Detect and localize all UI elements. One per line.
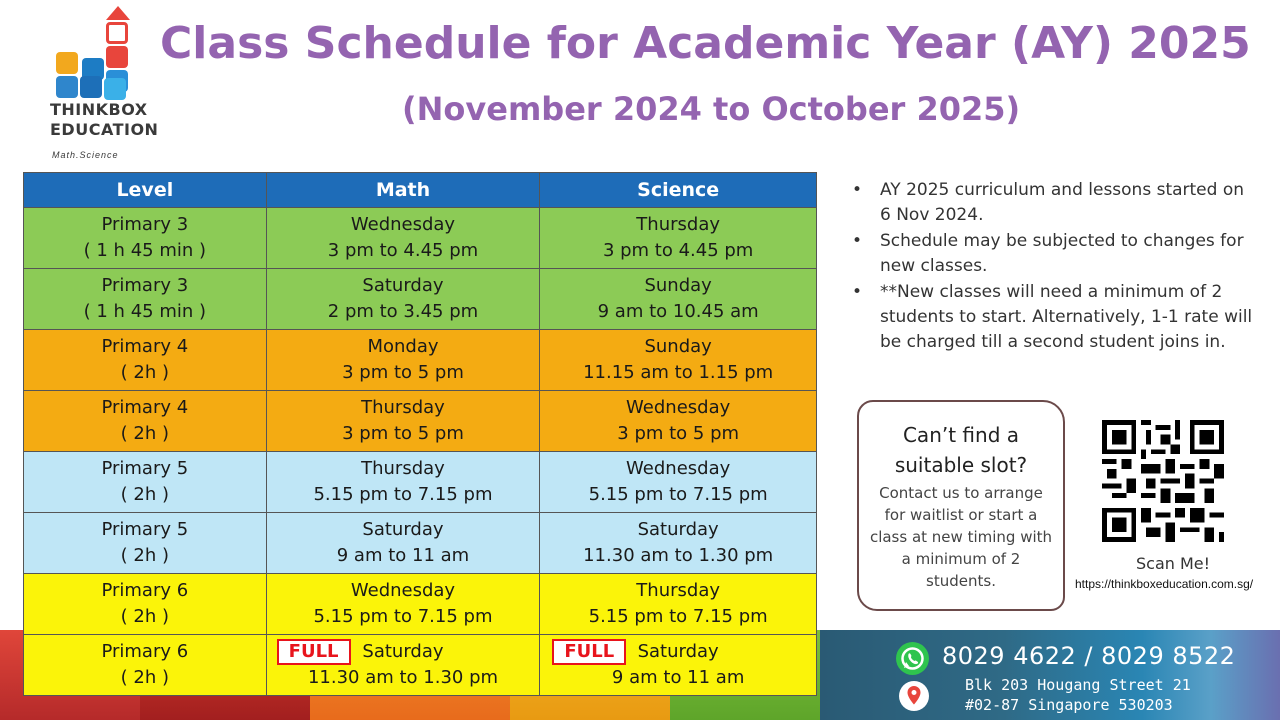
page-title: Class Schedule for Academic Year (AY) 2025 xyxy=(160,18,1251,69)
location-pin-icon xyxy=(899,681,929,711)
science-cell: Wednesday 5.15 pm to 7.15 pm xyxy=(540,452,817,513)
header-science: Science xyxy=(540,173,817,208)
level-cell: Primary 3 ( 1 h 45 min ) xyxy=(24,269,267,330)
slot-callout-box xyxy=(857,400,1065,611)
level-cell: Primary 3 ( 1 h 45 min ) xyxy=(24,208,267,269)
list-item: • **New classes will need a minimum of 2 students to start. Alternatively, 1-1 rate will be charged till a second student joins in. xyxy=(848,280,1258,355)
address-line-1: Blk 203 Hougang Street 21 xyxy=(965,676,1191,694)
level-cell: Primary 6 ( 2h ) xyxy=(24,635,267,696)
full-badge: FULL xyxy=(552,639,626,665)
list-item: • AY 2025 curriculum and lessons started on 6 Nov 2024. xyxy=(848,178,1258,228)
blocks-logo-icon xyxy=(48,6,159,164)
science-cell: Saturday 11.30 am to 1.30 pm xyxy=(540,513,817,574)
callout-body: Contact us to arrange for waitlist or start a class at new timing with a minimum of 2 students. xyxy=(869,484,1053,590)
callout-heading: Can’t find a suitable slot? xyxy=(894,423,1028,477)
schedule-table xyxy=(23,172,817,696)
header-math: Math xyxy=(266,173,540,208)
math-cell: Saturday 9 am to 11 am xyxy=(266,513,540,574)
table-row xyxy=(24,513,817,574)
level-cell: Primary 6 ( 2h ) xyxy=(24,574,267,635)
website-link[interactable]: https://thinkboxeducation.com.sg/ xyxy=(1075,577,1254,591)
table-row xyxy=(24,208,817,269)
table-row xyxy=(24,269,817,330)
whatsapp-icon xyxy=(896,642,929,675)
notes-list xyxy=(848,178,1258,356)
science-cell: Wednesday 3 pm to 5 pm xyxy=(540,391,817,452)
math-cell: Wednesday 3 pm to 4.45 pm xyxy=(266,208,540,269)
level-cell: Primary 4 ( 2h ) xyxy=(24,391,267,452)
math-cell: Thursday 3 pm to 5 pm xyxy=(266,391,540,452)
qr-code-icon[interactable] xyxy=(1102,420,1224,542)
table-header-row xyxy=(24,173,817,208)
science-cell: Sunday 11.15 am to 1.15 pm xyxy=(540,330,817,391)
math-cell: Thursday 5.15 pm to 7.15 pm xyxy=(266,452,540,513)
math-cell: FULL Saturday 11.30 am to 1.30 pm xyxy=(266,635,540,696)
logo-wordmark: THINKBOX EDUCATION xyxy=(50,100,159,139)
science-cell: Thursday 3 pm to 4.45 pm xyxy=(540,208,817,269)
math-cell: Wednesday 5.15 pm to 7.15 pm xyxy=(266,574,540,635)
table-row xyxy=(24,330,817,391)
full-badge: FULL xyxy=(277,639,351,665)
list-item: • Schedule may be subjected to changes for new classes. xyxy=(848,229,1258,279)
science-cell: Thursday 5.15 pm to 7.15 pm xyxy=(540,574,817,635)
qr-caption: Scan Me! xyxy=(1136,554,1211,573)
table-row xyxy=(24,452,817,513)
math-cell: Monday 3 pm to 5 pm xyxy=(266,330,540,391)
table-row xyxy=(24,635,817,696)
table-row xyxy=(24,391,817,452)
address-line-2: #02-87 Singapore 530203 xyxy=(965,696,1173,714)
level-cell: Primary 5 ( 2h ) xyxy=(24,452,267,513)
science-cell: Sunday 9 am to 10.45 am xyxy=(540,269,817,330)
phone-numbers[interactable]: 8029 4622 / 8029 8522 xyxy=(942,642,1236,670)
science-cell: FULL Saturday 9 am to 11 am xyxy=(540,635,817,696)
level-cell: Primary 5 ( 2h ) xyxy=(24,513,267,574)
logo-tagline: Math.Science xyxy=(52,150,119,160)
math-cell: Saturday 2 pm to 3.45 pm xyxy=(266,269,540,330)
page-subtitle: (November 2024 to October 2025) xyxy=(402,90,1021,128)
header-level: Level xyxy=(24,173,267,208)
table-row xyxy=(24,574,817,635)
level-cell: Primary 4 ( 2h ) xyxy=(24,330,267,391)
